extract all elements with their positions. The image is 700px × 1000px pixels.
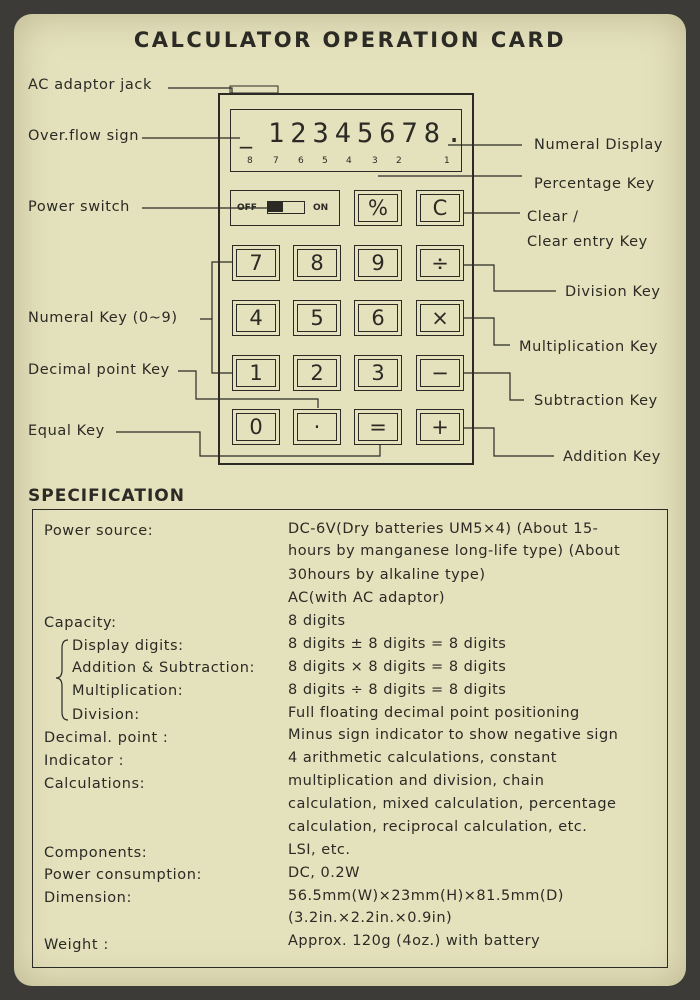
- spec-indicator-label: Indicator :: [44, 753, 125, 769]
- label-equal-key: Equal Key: [28, 423, 105, 439]
- spec-display-digits-value: 8 digits ± 8 digits = 8 digits: [288, 636, 507, 652]
- digit-position: 3: [372, 156, 378, 166]
- spec-addsub-value: 8 digits × 8 digits = 8 digits: [288, 659, 507, 675]
- key-9: 9: [354, 245, 402, 281]
- spec-calculations-value: calculation, reciprocal calculation, etc.: [288, 819, 588, 835]
- equal-key: =: [354, 409, 402, 445]
- label-numeral-key: Numeral Key (0~9): [28, 310, 178, 326]
- multiplication-key: ×: [416, 300, 464, 336]
- spec-addsub-label: Addition & Subtraction:: [72, 660, 255, 676]
- percent-key: %: [354, 190, 402, 226]
- key-4: 4: [232, 300, 280, 336]
- key-1: 1: [232, 355, 280, 391]
- spec-components-label: Components:: [44, 845, 148, 861]
- digit-position: 7: [273, 156, 279, 166]
- key-3: 3: [354, 355, 402, 391]
- spec-power-source-value: AC(with AC adaptor): [288, 590, 446, 606]
- spec-multiplication-label: Multiplication:: [72, 683, 184, 699]
- spec-power-consumption-label: Power consumption:: [44, 867, 203, 883]
- key-8: 8: [293, 245, 341, 281]
- label-numeral-display: Numeral Display: [534, 137, 664, 153]
- addition-key: +: [416, 409, 464, 445]
- subtraction-key: −: [416, 355, 464, 391]
- spec-power-source-label: Power source:: [44, 523, 154, 539]
- spec-calculations-label: Calculations:: [44, 776, 146, 792]
- digit-position: 1: [444, 156, 450, 166]
- clear-key: C: [416, 190, 464, 226]
- spec-display-digits-label: Display digits:: [72, 638, 184, 654]
- spec-power-source-value: hours by manganese long-life type) (About: [288, 543, 621, 559]
- card-title: CALCULATOR OPERATION CARD: [133, 28, 567, 52]
- label-clear-entry-key: Clear entry Key: [527, 234, 648, 250]
- label-decimal-point-key: Decimal point Key: [28, 362, 170, 378]
- label-power-switch: Power switch: [28, 199, 130, 215]
- key-5: 5: [293, 300, 341, 336]
- digit-position: 5: [322, 156, 328, 166]
- switch-on-label: ON: [313, 203, 329, 213]
- digit-position: 2: [396, 156, 402, 166]
- label-addition-key: Addition Key: [563, 449, 661, 465]
- label-ac-adaptor-jack: AC adaptor jack: [28, 77, 152, 93]
- key-7: 7: [232, 245, 280, 281]
- display-digits: 12345678.: [268, 118, 469, 149]
- digit-position: 6: [298, 156, 304, 166]
- key-2: 2: [293, 355, 341, 391]
- digit-position: 4: [346, 156, 352, 166]
- spec-power-source-value: 30hours by alkaline type): [288, 567, 486, 583]
- spec-capacity-value: 8 digits: [288, 613, 346, 629]
- spec-power-source-value: DC-6V(Dry batteries UM5×4) (About 15-: [288, 521, 599, 537]
- spec-weight-label: Weight :: [44, 937, 109, 953]
- label-multiplication-key: Multiplication Key: [519, 339, 659, 355]
- label-division-key: Division Key: [565, 284, 661, 300]
- spec-power-consumption-value: DC, 0.2W: [288, 865, 360, 881]
- spec-multiplication-value: 8 digits ÷ 8 digits = 8 digits: [288, 682, 507, 698]
- spec-calculations-value: calculation, mixed calculation, percentage: [288, 796, 617, 812]
- spec-dimension-label: Dimension:: [44, 890, 132, 906]
- spec-decimal-point-label: Decimal. point :: [44, 730, 169, 746]
- label-clear: Clear /: [527, 209, 579, 225]
- key-0: 0: [232, 409, 280, 445]
- switch-off-label: OFF: [237, 203, 257, 213]
- spec-heading: SPECIFICATION: [28, 486, 185, 506]
- spec-capacity-label: Capacity:: [44, 615, 117, 631]
- label-overflow-sign: Over.flow sign: [28, 128, 140, 144]
- decimal-point-key: ·: [293, 409, 341, 445]
- spec-decimal-point-value: Minus sign indicator to show negative sign: [288, 727, 619, 743]
- key-6: 6: [354, 300, 402, 336]
- label-subtraction-key: Subtraction Key: [534, 393, 658, 409]
- spec-indicator-value: 4 arithmetic calculations, constant: [288, 750, 557, 766]
- label-percentage-key: Percentage Key: [534, 176, 655, 192]
- spec-division-value: Full floating decimal point positioning: [288, 705, 580, 721]
- spec-components-value: LSI, etc.: [288, 842, 351, 858]
- division-key: ÷: [416, 245, 464, 281]
- spec-calculations-value: multiplication and division, chain: [288, 773, 545, 789]
- spec-division-label: Division:: [72, 707, 140, 723]
- spec-dimension-value: 56.5mm(W)×23mm(H)×81.5mm(D): [288, 888, 564, 904]
- overflow-indicator: _: [240, 121, 252, 149]
- spec-weight-value: Approx. 120g (4oz.) with battery: [288, 933, 541, 949]
- spec-dimension-value: (3.2in.×2.2in.×0.9in): [288, 910, 453, 926]
- digit-position: 8: [247, 156, 253, 166]
